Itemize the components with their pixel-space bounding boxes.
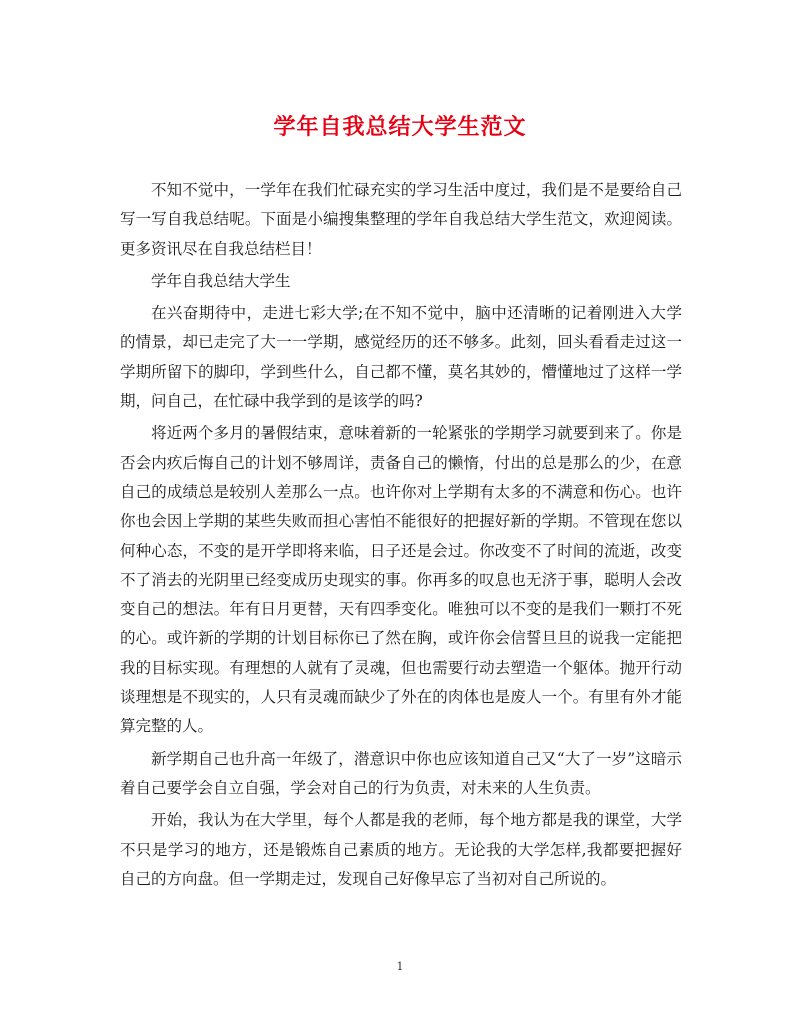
paragraph-body-1: 在兴奋期待中，走进七彩大学;在不知不觉中，脑中还清晰的记着刚进入大学的情景，却已走完了大一一学期，感觉经历的还不够多。此刻，回头看看走过这一学期所留下的脚印，学到些什么，自己都不懂，莫名其妙的，懵懂地过了这样一学期，问自己，在忙碌中我学到的是该学的吗?: [120, 304, 682, 411]
paragraph-body-4: 开始，我认为在大学里，每个人都是我的老师，每个地方都是我的课堂，大学不只是学习的地方，还是锻炼自己素质的地方。无论我的大学怎样,我都要把握好自己的方向盘。但一学期走过，发现自己好像早忘了当初对自己所说的。: [120, 811, 682, 888]
paragraph-subheading: 学年自我总结大学生: [151, 271, 291, 290]
paragraph-body-3: 新学期自己也升高一年级了，潜意识中你也应该知道自己又“大了一岁”这暗示着自己要学会自立自强，学会对自己的行为负责，对未来的人生负责。: [120, 749, 682, 797]
document-body: [120, 176, 682, 897]
paragraph-body-2: 将近两个多月的暑假结束，意味着新的一轮紧张的学期学习就要到来了。你是否会内疚后悔自己的计划不够周详，责备自己的懒惰，付出的总是那么的少，在意自己的成绩总是较别人差那么一点。也许你对上学期有太多的不满意和伤心。也许你也会因上学期的某些失败而担心害怕不能很好的把握好新的学期。不管现在您以何种心态，不变的是开学即将来临，日子还是会过。你改变不了时间的流逝，改变不了消去的光阴里已经变成历史现实的事。你再多的叹息也无济于事，聪明人会改变自己的想法。年有日月更替，天有四季变化。唯独可以不变的是我们一颗打不死的心。或许新的学期的计划目标你已了然在胸，或许你会信誓旦旦的说我一定能把我的目标实现。有理想的人就有了灵魂，但也需要行动去塑造一个躯体。抛开行动谈理想是不现实的，人只有灵魂而缺少了外在的肉体也是废人一个。有里有外才能算完整的人。: [120, 424, 682, 736]
page-number: 1: [396, 960, 404, 973]
paragraph-intro: 不知不觉中，一学年在我们忙碌充实的学习生活中度过，我们是不是要给自己写一写自我总结呢。下面是小编搜集整理的学年自我总结大学生范文，欢迎阅读。更多资讯尽在自我总结栏目！: [120, 181, 682, 258]
document-title: 学年自我总结大学生范文: [273, 115, 527, 140]
